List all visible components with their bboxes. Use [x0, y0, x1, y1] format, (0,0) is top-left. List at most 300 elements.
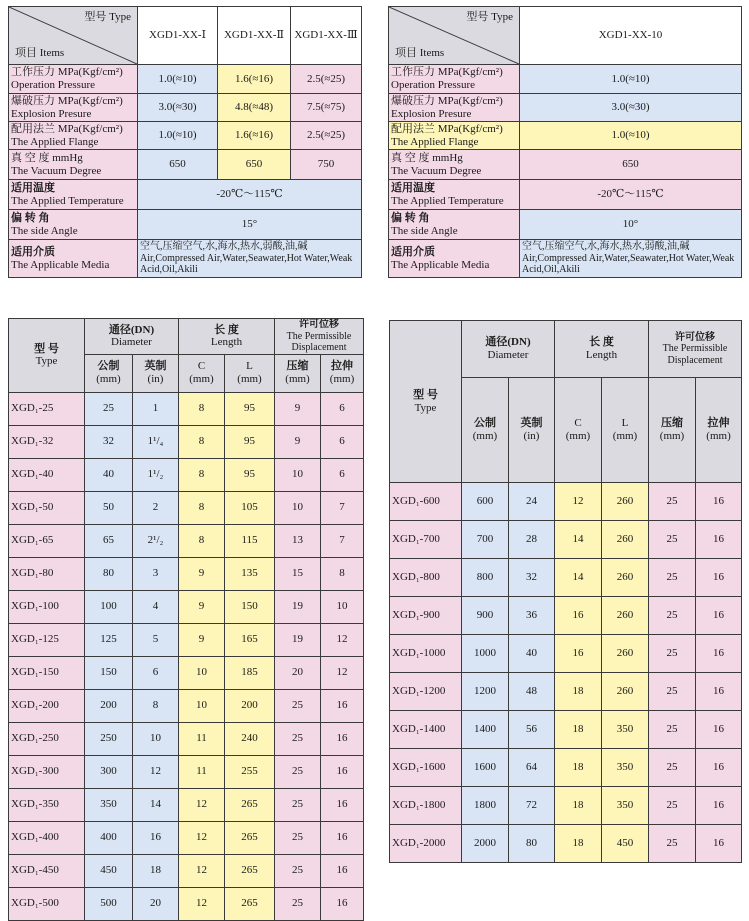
l-cell: 265: [225, 854, 275, 887]
extension-cell: 16: [321, 821, 364, 854]
label-en: Explosion Presure: [11, 107, 92, 120]
c-cell: 18: [555, 749, 602, 787]
label-cn: 偏 转 角: [11, 211, 50, 224]
table-row: [9, 755, 364, 788]
c-cell: 9: [179, 623, 225, 656]
corner-items-label: 项目 Items: [395, 47, 445, 60]
label-en: The side Angle: [11, 224, 78, 237]
label-en: Explosion Presure: [391, 107, 472, 120]
compression-cell: 10: [275, 458, 321, 491]
compression-cell: 9: [275, 425, 321, 458]
table-row: [9, 458, 364, 491]
row-label: [389, 122, 520, 150]
c-cell: 8: [179, 524, 225, 557]
table-row: [390, 559, 742, 597]
type-cell: XGD₁-600: [390, 483, 462, 521]
inch-cell: 64: [509, 749, 555, 787]
extension-header-cn: 拉伸: [331, 360, 354, 373]
spec-value: 1.0(≈10): [520, 65, 742, 94]
corner-header: [9, 7, 138, 65]
metric-cell: 100: [85, 590, 133, 623]
diameter-header: [462, 321, 555, 378]
extension-cell: 8: [321, 557, 364, 590]
inch-header-unit: (in): [147, 373, 164, 385]
media-value: [138, 240, 362, 278]
type-cell: XGD₁-1000: [390, 635, 462, 673]
table-row: [390, 521, 742, 559]
compression-cell: 25: [275, 689, 321, 722]
media-cn: 空气,压缩空气,水,海水,热水,弱酸,油,碱: [140, 241, 308, 253]
c-cell: 12: [179, 854, 225, 887]
row-label: [9, 180, 138, 210]
metric-cell: 900: [462, 597, 509, 635]
compression-cell: 25: [275, 788, 321, 821]
spec-value: 650: [138, 150, 218, 180]
inch-cell: 1¹/₄: [133, 425, 179, 458]
table-row: [9, 491, 364, 524]
c-cell: 14: [555, 559, 602, 597]
angle-value: 10°: [520, 210, 742, 240]
spec-value: 4.8(≈48): [218, 94, 291, 122]
l-cell: 105: [225, 491, 275, 524]
inch-cell: 6: [133, 656, 179, 689]
metric-cell: 1400: [462, 711, 509, 749]
metric-header-unit: (mm): [96, 373, 121, 385]
l-cell: 350: [602, 787, 649, 825]
c-cell: 8: [179, 425, 225, 458]
extension-cell: 16: [321, 755, 364, 788]
compression-cell: 20: [275, 656, 321, 689]
compression-cell: 25: [275, 887, 321, 920]
extension-header-unit: (mm): [329, 373, 355, 385]
compression-cell: 15: [275, 557, 321, 590]
type-cell: XGD₁-200: [9, 689, 85, 722]
table-row: [9, 887, 364, 920]
inch-cell: 1: [133, 392, 179, 425]
inch-cell: 14: [133, 788, 179, 821]
l-cell: 200: [225, 689, 275, 722]
table-row: [390, 749, 742, 787]
table-row: [390, 711, 742, 749]
table-row: [9, 623, 364, 656]
diameter-header-cn: 通径(DN): [108, 323, 155, 336]
table-row: [9, 392, 364, 425]
inch-cell: 10: [133, 722, 179, 755]
displacement-header-cn: 许可位移: [299, 319, 340, 330]
compression-cell: 25: [649, 483, 696, 521]
c-cell: 12: [179, 821, 225, 854]
compression-cell: 25: [649, 597, 696, 635]
c-header-label: C: [574, 417, 582, 430]
l-cell: 260: [602, 635, 649, 673]
inch-cell: 12: [133, 755, 179, 788]
inch-header-cn: 英制: [520, 417, 543, 430]
l-cell: 260: [602, 483, 649, 521]
c-header: [555, 378, 602, 483]
compression-cell: 9: [275, 392, 321, 425]
spec-value: 2.5(≈25): [291, 122, 362, 150]
metric-cell: 600: [462, 483, 509, 521]
compression-cell: 25: [275, 821, 321, 854]
c-cell: 10: [179, 689, 225, 722]
inch-cell: 48: [509, 673, 555, 711]
type-header: [390, 321, 462, 483]
spec-value: 1.6(≈16): [218, 122, 291, 150]
metric-cell: 1200: [462, 673, 509, 711]
inch-header: [509, 378, 555, 483]
c-cell: 12: [555, 483, 602, 521]
metric-header-cn: 公制: [97, 360, 120, 373]
corner-header: [389, 7, 520, 65]
c-cell: 18: [555, 673, 602, 711]
spec-value: 2.5(≈25): [291, 65, 362, 94]
metric-cell: 350: [85, 788, 133, 821]
inch-cell: 3: [133, 557, 179, 590]
inch-cell: 80: [509, 825, 555, 863]
media-en: Air,Compressed Air,Water,Seawater,Hot Water,Weak Acid,Oil,Akili: [522, 252, 735, 276]
l-cell: 165: [225, 623, 275, 656]
label-cn: 偏 转 角: [391, 211, 430, 224]
type-cell: XGD₁-1600: [390, 749, 462, 787]
l-cell: 115: [225, 524, 275, 557]
compression-cell: 19: [275, 623, 321, 656]
table-row: [390, 483, 742, 521]
c-cell: 8: [179, 491, 225, 524]
displacement-header: [275, 319, 364, 355]
metric-cell: 2000: [462, 825, 509, 863]
c-header: [179, 354, 225, 392]
label-en: Operation Pressure: [11, 79, 96, 91]
c-cell: 11: [179, 755, 225, 788]
table-row: [9, 689, 364, 722]
type-cell: XGD₁-65: [9, 524, 85, 557]
metric-cell: 1000: [462, 635, 509, 673]
media-en: Air,Compressed Air,Water,Seawater,Hot Water,Weak Acid,Oil,Akili: [140, 252, 353, 276]
spec-value: 1.6(≈16): [218, 65, 291, 94]
type-cell: XGD₁-80: [9, 557, 85, 590]
c-cell: 18: [555, 711, 602, 749]
temperature-value: -20℃～115℃: [520, 180, 742, 210]
inch-cell: 2¹/₂: [133, 524, 179, 557]
metric-cell: 25: [85, 392, 133, 425]
table-row: [390, 673, 742, 711]
metric-cell: 400: [85, 821, 133, 854]
extension-header-unit: (mm): [706, 430, 731, 442]
c-header-label: C: [197, 360, 206, 373]
l-cell: 260: [602, 521, 649, 559]
diameter-header-en: Diameter: [111, 336, 152, 349]
metric-cell: 65: [85, 524, 133, 557]
l-cell: 95: [225, 392, 275, 425]
spec-value: 1.0(≈10): [520, 122, 742, 150]
c-cell: 18: [555, 825, 602, 863]
inch-cell: 72: [509, 787, 555, 825]
type-cell: XGD₁-40: [9, 458, 85, 491]
compression-cell: 25: [649, 787, 696, 825]
metric-cell: 800: [462, 559, 509, 597]
type-header-en: Type: [35, 355, 58, 368]
row-label: [9, 122, 138, 150]
compression-cell: 25: [649, 711, 696, 749]
metric-cell: 40: [85, 458, 133, 491]
table-row: [9, 788, 364, 821]
inch-cell: 24: [509, 483, 555, 521]
c-cell: 9: [179, 590, 225, 623]
type-header: [9, 319, 85, 393]
extension-header: [696, 378, 742, 483]
length-header-cn: 长 度: [589, 336, 614, 349]
corner-items-label: 项目 Items: [15, 47, 65, 60]
extension-cell: 16: [696, 787, 742, 825]
inch-header: [133, 354, 179, 392]
label-cn: 适用介质: [11, 245, 55, 258]
inch-cell: 40: [509, 635, 555, 673]
metric-header-unit: (mm): [472, 430, 498, 442]
row-label: [389, 210, 520, 240]
spec-value: 3.0(≈30): [138, 94, 218, 122]
row-label: [389, 180, 520, 210]
l-cell: 450: [602, 825, 649, 863]
c-cell: 16: [555, 635, 602, 673]
extension-cell: 12: [321, 623, 364, 656]
c-cell: 10: [179, 656, 225, 689]
label-en: The side Angle: [391, 224, 458, 237]
label-en: The Applicable Media: [11, 258, 110, 271]
row-label: [9, 94, 138, 122]
type-cell: XGD₁-50: [9, 491, 85, 524]
table-row: [9, 854, 364, 887]
metric-cell: 450: [85, 854, 133, 887]
model-header: XGD1-XX-Ⅰ: [138, 7, 218, 65]
corner-type-label: 型号 Type: [466, 11, 513, 23]
extension-cell: 16: [321, 887, 364, 920]
metric-cell: 32: [85, 425, 133, 458]
c-cell: 12: [179, 788, 225, 821]
l-cell: 240: [225, 722, 275, 755]
table-row: [390, 787, 742, 825]
type-cell: XGD₁-25: [9, 392, 85, 425]
spec-table-right: [388, 6, 742, 278]
type-cell: XGD₁-300: [9, 755, 85, 788]
extension-cell: 16: [696, 749, 742, 787]
compression-cell: 25: [275, 722, 321, 755]
diameter-header: [85, 319, 179, 355]
inch-cell: 1¹/₂: [133, 458, 179, 491]
label-en: The Applicable Media: [391, 258, 490, 271]
extension-cell: 16: [696, 559, 742, 597]
l-header-unit: (mm): [612, 430, 638, 442]
extension-header-cn: 拉伸: [707, 417, 730, 430]
type-cell: XGD₁-125: [9, 623, 85, 656]
c-cell: 12: [179, 887, 225, 920]
metric-cell: 250: [85, 722, 133, 755]
table-row: [9, 524, 364, 557]
table-row: [390, 635, 742, 673]
label-en: The Applied Temperature: [391, 194, 504, 207]
length-header-en: Length: [585, 349, 618, 361]
table-row: [9, 425, 364, 458]
compression-header-cn: 压缩: [286, 360, 309, 373]
size-right-body: [390, 483, 742, 863]
extension-cell: 16: [696, 635, 742, 673]
type-cell: XGD₁-150: [9, 656, 85, 689]
label-en: Operation Pressure: [391, 79, 476, 91]
compression-header: [649, 378, 696, 483]
type-header-cn: 型 号: [413, 388, 438, 401]
extension-cell: 16: [696, 521, 742, 559]
extension-cell: 6: [321, 425, 364, 458]
inch-cell: 20: [133, 887, 179, 920]
inch-cell: 32: [509, 559, 555, 597]
type-cell: XGD₁-800: [390, 559, 462, 597]
c-cell: 8: [179, 458, 225, 491]
compression-header: [275, 354, 321, 392]
type-header-en: Type: [414, 401, 437, 414]
inch-cell: 4: [133, 590, 179, 623]
extension-cell: 10: [321, 590, 364, 623]
extension-cell: 7: [321, 491, 364, 524]
label-cn: 适用温度: [11, 181, 55, 194]
l-cell: 265: [225, 821, 275, 854]
extension-cell: 16: [321, 722, 364, 755]
l-cell: 265: [225, 887, 275, 920]
type-cell: XGD₁-1800: [390, 787, 462, 825]
diameter-header-en: Diameter: [487, 349, 529, 361]
metric-cell: 1800: [462, 787, 509, 825]
inch-cell: 16: [133, 821, 179, 854]
inch-cell: 2: [133, 491, 179, 524]
metric-cell: 200: [85, 689, 133, 722]
label-en: The Vacuum Degree: [391, 164, 482, 177]
type-cell: XGD₁-350: [9, 788, 85, 821]
metric-header-cn: 公制: [474, 417, 496, 430]
compression-header-unit: (mm): [285, 373, 310, 385]
table-row: [390, 825, 742, 863]
label-cn: 真 空 度 mmHg: [391, 151, 463, 164]
metric-header: [85, 354, 133, 392]
type-cell: XGD₁-900: [390, 597, 462, 635]
inch-cell: 56: [509, 711, 555, 749]
table-row: [9, 821, 364, 854]
compression-cell: 25: [649, 559, 696, 597]
extension-cell: 16: [321, 689, 364, 722]
metric-cell: 1600: [462, 749, 509, 787]
inch-header-unit: (in): [523, 430, 540, 442]
media-value: [520, 240, 742, 278]
spec-value: 1.0(≈10): [138, 65, 218, 94]
model-header: XGD1-XX-Ⅲ: [291, 7, 362, 65]
c-cell: 8: [179, 392, 225, 425]
extension-cell: 6: [321, 392, 364, 425]
compression-cell: 25: [649, 749, 696, 787]
l-cell: 265: [225, 788, 275, 821]
spec-value: 750: [291, 150, 362, 180]
compression-cell: 25: [649, 673, 696, 711]
displacement-header-en: The Permissible Displacement: [662, 343, 728, 366]
compression-header-cn: 压缩: [661, 417, 684, 430]
model-header: XGD1-XX-10: [520, 7, 742, 65]
label-cn: 工作压力 MPa(Kgf/cm²): [11, 66, 123, 79]
table-row: [390, 597, 742, 635]
type-cell: XGD₁-100: [9, 590, 85, 623]
metric-cell: 50: [85, 491, 133, 524]
spec-value: 650: [520, 150, 742, 180]
c-header-unit: (mm): [565, 430, 591, 442]
extension-cell: 7: [321, 524, 364, 557]
row-label: [9, 210, 138, 240]
compression-cell: 25: [649, 635, 696, 673]
compression-cell: 10: [275, 491, 321, 524]
spec-value: 650: [218, 150, 291, 180]
extension-cell: 16: [321, 788, 364, 821]
metric-cell: 300: [85, 755, 133, 788]
displacement-header-en: The Permissible Displacement: [286, 330, 352, 353]
type-header-cn: 型 号: [34, 342, 59, 355]
extension-cell: 6: [321, 458, 364, 491]
metric-cell: 500: [85, 887, 133, 920]
spec-value: 7.5(≈75): [291, 94, 362, 122]
c-cell: 18: [555, 787, 602, 825]
spec-value: 1.0(≈10): [138, 122, 218, 150]
c-cell: 11: [179, 722, 225, 755]
type-cell: XGD₁-250: [9, 722, 85, 755]
inch-header-cn: 英制: [144, 360, 167, 373]
c-cell: 14: [555, 521, 602, 559]
label-en: The Vacuum Degree: [11, 164, 102, 177]
table-row: [9, 722, 364, 755]
angle-value: 15°: [138, 210, 362, 240]
l-cell: 350: [602, 749, 649, 787]
l-cell: 260: [602, 673, 649, 711]
row-label: [389, 65, 520, 94]
length-header: [555, 321, 649, 378]
type-cell: XGD₁-700: [390, 521, 462, 559]
row-label: [389, 150, 520, 180]
length-header-cn: 长 度: [214, 323, 239, 336]
l-cell: 95: [225, 425, 275, 458]
inch-cell: 28: [509, 521, 555, 559]
label-cn: 爆破压力 MPa(Kgf/cm²): [11, 94, 123, 107]
l-cell: 150: [225, 590, 275, 623]
extension-header: [321, 354, 364, 392]
l-cell: 135: [225, 557, 275, 590]
l-header: [225, 354, 275, 392]
diameter-header-cn: 通径(DN): [485, 336, 531, 349]
type-cell: XGD₁-400: [9, 821, 85, 854]
compression-cell: 25: [649, 825, 696, 863]
compression-cell: 25: [275, 755, 321, 788]
label-cn: 适用介质: [391, 245, 435, 258]
size-table-left: [8, 318, 364, 921]
c-cell: 16: [555, 597, 602, 635]
displacement-header: [649, 321, 742, 378]
c-header-unit: (mm): [189, 373, 214, 385]
extension-cell: 12: [321, 656, 364, 689]
size-table-right: [389, 320, 742, 863]
type-cell: XGD₁-1400: [390, 711, 462, 749]
l-header-label: L: [621, 417, 629, 430]
l-cell: 185: [225, 656, 275, 689]
l-cell: 95: [225, 458, 275, 491]
length-header: [179, 319, 275, 355]
type-cell: XGD₁-450: [9, 854, 85, 887]
corner-type-label: 型号 Type: [84, 11, 131, 23]
inch-cell: 5: [133, 623, 179, 656]
label-cn: 配用法兰 MPa(Kgf/cm²): [391, 122, 503, 135]
label-cn: 配用法兰 MPa(Kgf/cm²): [11, 122, 123, 135]
row-label: [9, 240, 138, 278]
compression-header-unit: (mm): [659, 430, 685, 442]
